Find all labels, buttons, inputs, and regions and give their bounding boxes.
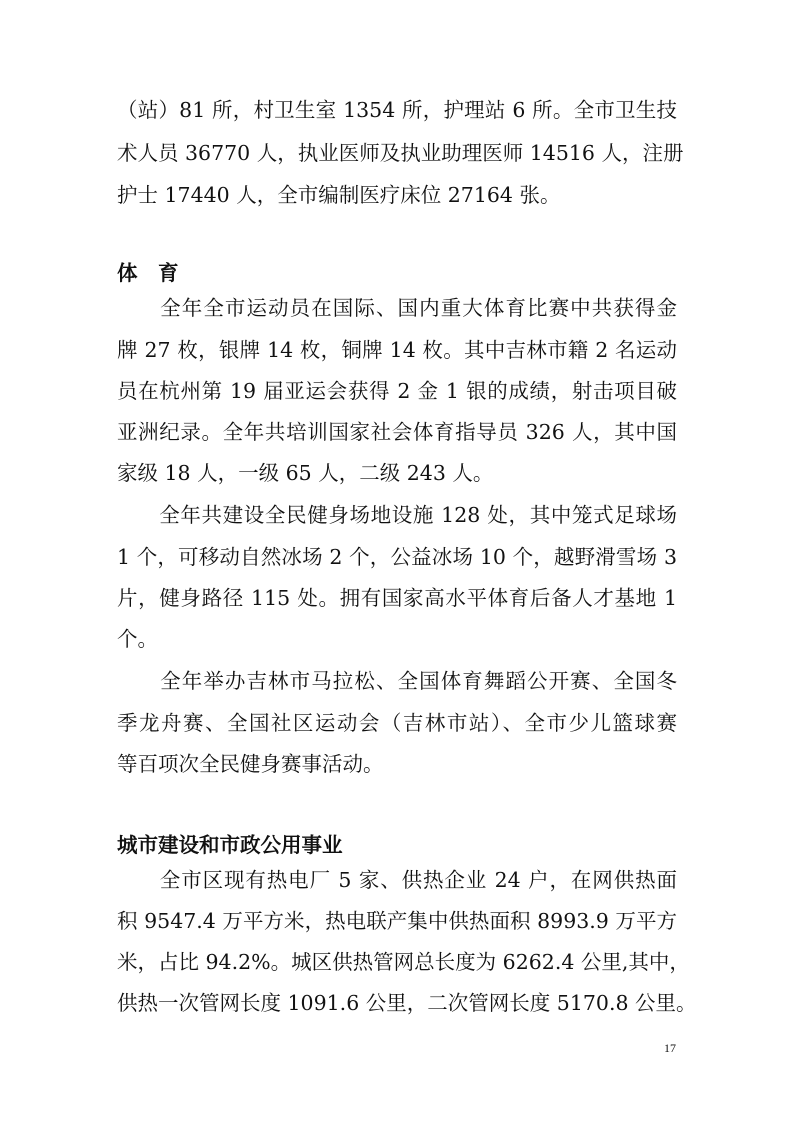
paragraph-line: 亚洲纪录。全年共培训国家社会体育指导员 326 人，其中国 (117, 420, 677, 444)
paragraph-line: 全年全市运动员在国际、国内重大体育比赛中共获得金 (117, 296, 677, 320)
paragraph-line: 片，健身路径 115 处。拥有国家高水平体育后备人才基地 1 (117, 586, 677, 610)
paragraph-line: 家级 18 人，一级 65 人，二级 243 人。 (117, 461, 494, 485)
page-number: 17 (664, 1041, 676, 1055)
paragraph-line: 全年共建设全民健身场地设施 128 处，其中笼式足球场 (117, 503, 677, 527)
paragraph-line: 季龙舟赛、全国社区运动会（吉林市站）、全市少儿篮球赛 (117, 711, 677, 735)
paragraph-line: （站）81 所，村卫生室 1354 所，护理站 6 所。全市卫生技 (117, 98, 677, 122)
paragraph-line: 护士 17440 人，全市编制医疗床位 27164 张。 (117, 183, 561, 207)
paragraph-line: 供热一次管网长度 1091.6 公里，二次管网长度 5170.8 公里。 (117, 991, 697, 1015)
section-heading-sports: 体 育 (117, 261, 179, 285)
paragraph-line: 全市区现有热电厂 5 家、供热企业 24 户，在网供热面 (117, 868, 677, 892)
paragraph-line: 术人员 36770 人，执业医师及执业助理医师 14516 人，注册 (117, 141, 684, 165)
paragraph-line: 1 个，可移动自然冰场 2 个，公益冰场 10 个，越野滑雪场 3 (117, 545, 677, 569)
paragraph-line: 等百项次全民健身赛事活动。 (117, 752, 384, 776)
paragraph-line: 员在杭州第 19 届亚运会获得 2 金 1 银的成绩，射击项目破 (117, 379, 677, 403)
paragraph-line: 全年举办吉林市马拉松、全国体育舞蹈公开赛、全国冬 (117, 669, 677, 693)
paragraph-line: 积 9547.4 万平方米，热电联产集中供热面积 8993.9 万平方 (117, 909, 677, 933)
paragraph-line: 牌 27 枚，银牌 14 枚，铜牌 14 枚。其中吉林市籍 2 名运动 (117, 338, 677, 362)
section-heading-urban: 城市建设和市政公用事业 (117, 833, 343, 857)
paragraph-line: 米，占比 94.2%。城区供热管网总长度为 6262.4 公里,其中， (117, 950, 690, 974)
paragraph-line: 个。 (117, 627, 158, 651)
